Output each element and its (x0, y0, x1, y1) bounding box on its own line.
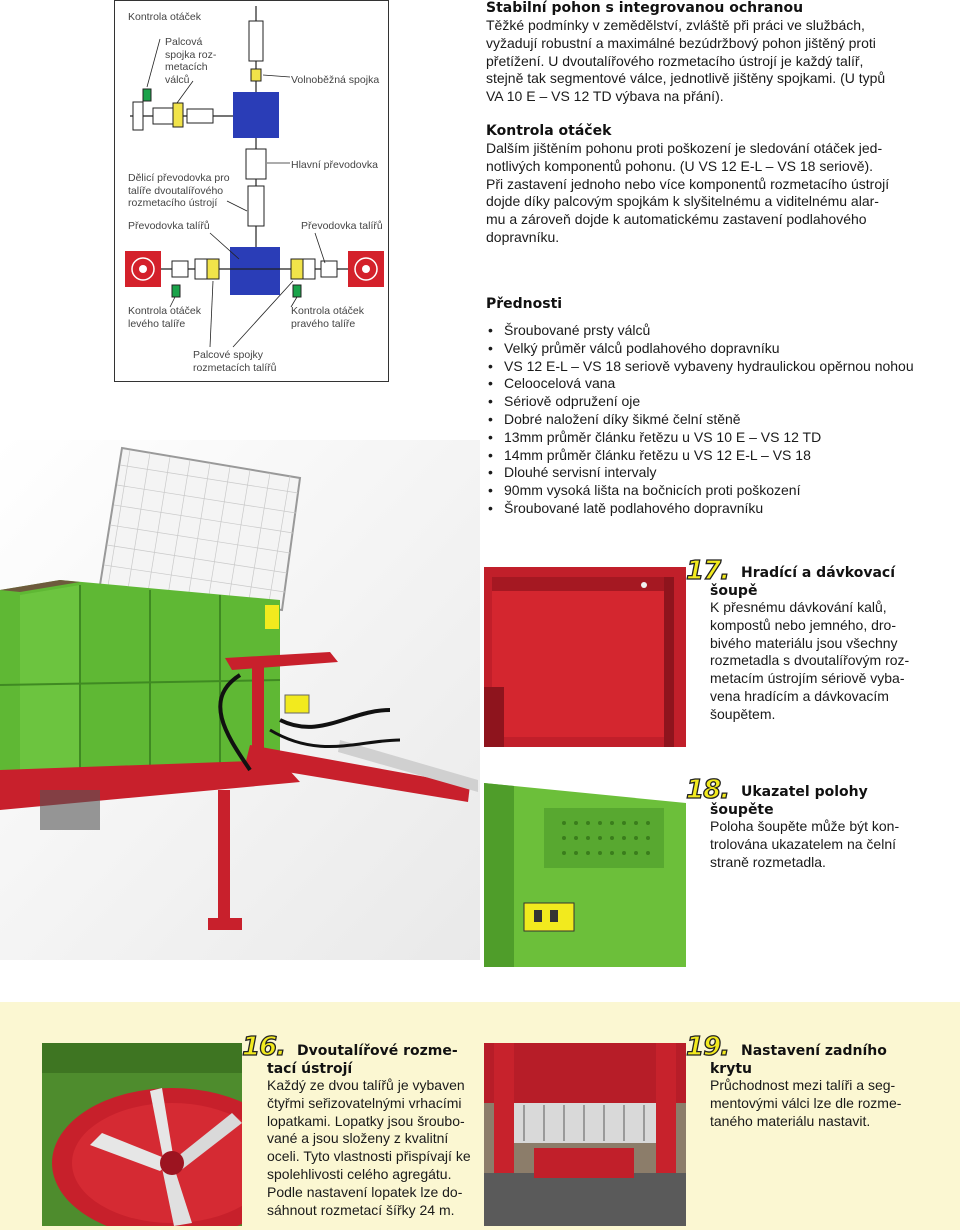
label-freewheel-coupling: Volnoběžná spojka (291, 74, 380, 86)
spreader-photo (0, 440, 480, 960)
feature-18-text (710, 818, 899, 871)
rpm-text (486, 140, 960, 247)
feature-19-title-b: krytu (710, 1061, 752, 1077)
drivetrain-diagram (114, 0, 389, 382)
feature-16-line: Podle nastavení lopatek lze do- (267, 1183, 463, 1200)
benefit-item: • Velký průměr válců podlahového dopravníku (486, 340, 960, 358)
feature-18-line: straně rozmetadla. (710, 853, 826, 870)
rpm-line: notlivých komponentů pohonu. (U VS 12 E-L – VS 18 seriově). (486, 157, 874, 174)
feature-16-line: spolehlivosti celého agregátu. (267, 1165, 452, 1182)
feature-18-title-b: šoupěte (710, 802, 774, 818)
benefit-item: • Celoocelová vana (486, 375, 960, 393)
label-main-gearbox: Hlavní převodovka (291, 159, 378, 171)
feature-16-line: vané a jsou složeny z kvalitní (267, 1130, 449, 1147)
feature-19-text (710, 1077, 901, 1130)
drive-line: VA 10 E – VS 12 TD výbava na přání). (486, 88, 724, 105)
label-rpm-left-disc: Kontrola otáček levého talíře (128, 305, 201, 330)
benefit-item: • Šroubované prsty válců (486, 322, 960, 340)
feature-17-line: šoupětem. (710, 705, 776, 722)
feature-17-line: rozmetadla s dvoutalířovým roz- (710, 652, 910, 669)
feature-19-line: mentovými válci lze dle rozme- (710, 1094, 902, 1111)
benefit-item: • Dobré naložení díky šikmé čelní stěně (486, 411, 960, 429)
feature-17-text (710, 599, 909, 724)
drive-line: vyžadují robustní a maximálné bezúdržbový pohon jištěný proti (486, 34, 876, 51)
benefit-item: • 13mm průměr článku řetězu u VS 10 E – VS 12 TD (486, 429, 960, 447)
feature-19-title-a: Nastavení zadního (741, 1043, 887, 1059)
feature-17-title-b: šoupě (710, 583, 758, 599)
upper-gearbox (233, 92, 279, 138)
rpm-line: mu a zároveň dojde k automatickému zastavení podlahového (486, 211, 867, 228)
feature-19-line: taného materiálu nastavit. (710, 1112, 871, 1129)
photo-twin-disc-spreader (42, 1043, 242, 1226)
feature-17-number: 17. (686, 556, 730, 586)
label-divider-gearbox: Dělicí převodovka pro talíře dvoutalířového rozmetacího ústrojí (128, 172, 230, 209)
label-rpm-top: Kontrola otáček (128, 11, 201, 23)
feature-16-title-b: tací ústrojí (267, 1061, 353, 1077)
feature-16-line: sáhnout rozmetací šířky 24 m. (267, 1201, 455, 1218)
photo-slide-indicator (484, 783, 686, 967)
label-claw-couplings-discs: Palcové spojky rozmetacích talířů (193, 349, 277, 374)
feature-16-text (267, 1077, 471, 1219)
benefit-item: • 14mm průměr článku řetězu u VS 12 E-L – VS 18 (486, 447, 960, 465)
feature-16-number: 16. (242, 1032, 286, 1062)
feature-18-line: Poloha šoupěte může být kon- (710, 818, 900, 834)
feature-17-title-a: Hradící a dávkovací (741, 565, 895, 581)
feature-16-line: lopatkami. Lopatky jsou šroubo- (267, 1112, 465, 1129)
feature-16-line: oceli. Tyto vlastnosti přispívají ke (267, 1148, 471, 1165)
benefits-title: Přednosti (486, 296, 563, 312)
feature-16-title-a: Dvoutalířové rozme- (297, 1043, 458, 1059)
rpm-line: Při zastavení jednoho nebo více komponentů rozmetacího ústrojí (486, 175, 890, 192)
drive-text (486, 17, 960, 106)
feature-18-title-a: Ukazatel polohy (741, 784, 868, 800)
feature-16-line: Každý ze dvou talířů je vybaven (267, 1077, 465, 1093)
benefit-item: • 90mm vysoká lišta na bočnicích proti poškození (486, 482, 960, 500)
feature-17-line: kompostů nebo jemného, dro- (710, 616, 896, 633)
rpm-title: Kontrola otáček (486, 123, 612, 139)
benefit-item: • Sériově odpružení oje (486, 393, 960, 411)
label-disc-gearbox-left: Převodovka talířů (128, 220, 210, 232)
main-gearbox (230, 247, 280, 295)
benefit-item: • Dlouhé servisní intervaly (486, 464, 960, 482)
label-disc-gearbox-right: Převodovka talířů (301, 220, 383, 232)
photo-rear-cover (484, 1043, 686, 1226)
feature-17-line: K přesnému dávkování kalů, (710, 599, 887, 615)
label-claw-coupling-rollers: Palcová spojka roz- metacích válců (165, 36, 217, 86)
rpm-line: dojde díky palcovým spojkám k slyšitelnému a viditelnému alar- (486, 193, 879, 210)
benefit-item: • VS 12 E-L – VS 18 seriově vybaveny hydraulickou opěrnou nohou (486, 358, 960, 376)
feature-17-line: metacím ústrojím sériově vyba- (710, 670, 905, 687)
drive-line: stejně tak segmentové válce, jednotlivě jištěny spojkami. (U typů (486, 70, 886, 87)
drive-line: přetížení. U dvoutalířového rozmetacího ústrojí je každý talíř, (486, 52, 864, 69)
feature-18-line: trolována ukazatelem na čelní (710, 835, 896, 852)
drive-line: Těžké podmínky v zemědělství, zvláště při práci ve službách, (486, 17, 865, 33)
rpm-line: Dalším jištěním pohonu proti poškození je sledování otáček jed- (486, 140, 883, 156)
feature-19-number: 19. (686, 1032, 730, 1062)
benefit-item: • Šroubované latě podlahového dopravníku (486, 500, 960, 518)
feature-17-line: bivého materiálu jsou všechny (710, 634, 898, 651)
drive-title: Stabilní pohon s integrovanou ochranou (486, 0, 804, 16)
feature-18-number: 18. (686, 775, 730, 805)
feature-16-line: čtyřmi seřizovatelnými vrhacími (267, 1094, 462, 1111)
rpm-line: dopravníku. (486, 228, 560, 245)
photo-dosing-slide (484, 567, 686, 747)
benefits-list (486, 322, 960, 518)
feature-17-line: vena hradícím a dávkovacím (710, 687, 889, 704)
label-rpm-right-disc: Kontrola otáček pravého talíře (291, 305, 364, 330)
feature-19-line: Průchodnost mezi talíři a seg- (710, 1077, 896, 1093)
